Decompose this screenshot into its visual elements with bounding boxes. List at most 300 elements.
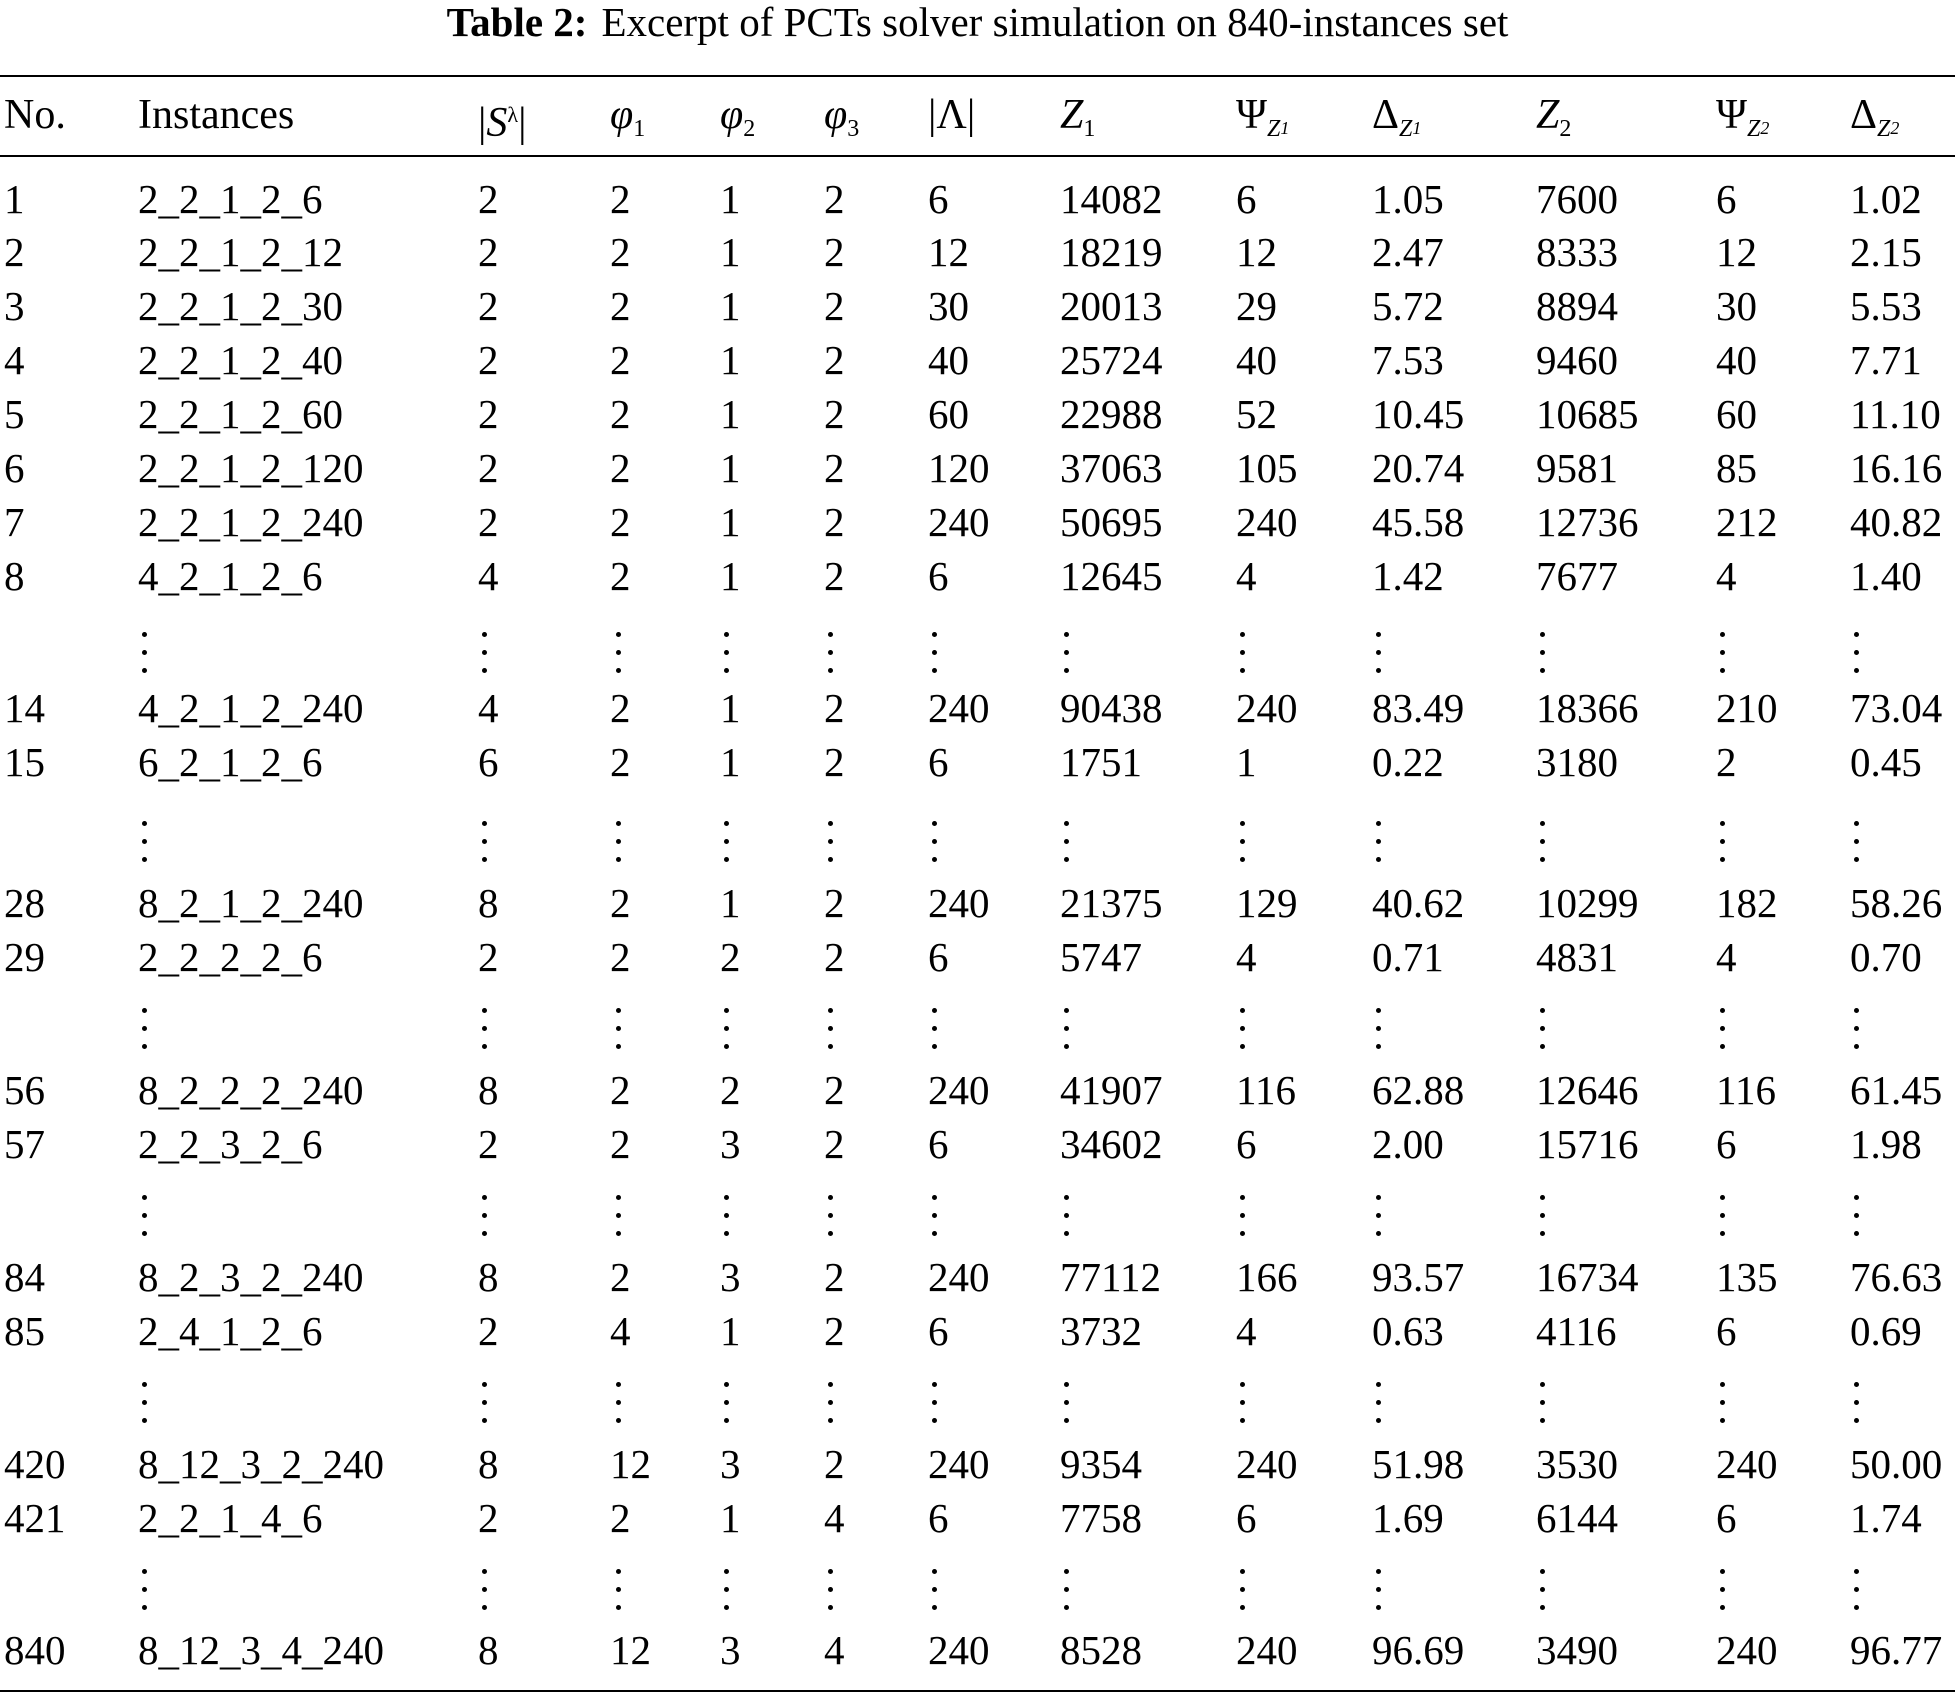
vertical-ellipsis-icon [932, 1191, 940, 1243]
vertical-ellipsis-icon [932, 1378, 940, 1430]
table-row [0, 1491, 1955, 1545]
vertical-ellipsis-icon [828, 1191, 836, 1243]
table-cell: 2 [610, 1495, 631, 1541]
vertical-ellipsis-icon [142, 817, 150, 869]
vertical-ellipsis-icon [1064, 817, 1072, 869]
table-cell: 210 [1716, 685, 1778, 731]
table-row [0, 930, 1955, 984]
table-cell: 2_4_1_2_6 [138, 1308, 323, 1354]
table-cell: 2 [824, 283, 845, 329]
vertical-ellipsis-icon [1540, 1378, 1548, 1430]
table-cell: 84 [4, 1254, 45, 1300]
header-delta-z1: $\Delta_Z1$ [1372, 92, 1422, 142]
table-cell: 6 [1716, 176, 1737, 222]
table-cell: 3 [4, 283, 25, 329]
table-cell: 6 [478, 739, 499, 785]
table-cell: 2_2_1_2_120 [138, 445, 364, 491]
vertical-ellipsis-icon [1540, 817, 1548, 869]
table-cell: 2_2_1_2_40 [138, 337, 343, 383]
ellipsis-row [0, 1378, 1955, 1430]
vertical-ellipsis-icon [142, 1004, 150, 1056]
table-row [0, 333, 1955, 387]
table-cell: 2 [824, 229, 845, 275]
table-caption-text: Excerpt of PCTs solver simulation on 840-instances set [601, 0, 1509, 45]
table-cell: 3 [720, 1121, 741, 1167]
table-cell: 420 [4, 1441, 66, 1487]
table-cell: 5.53 [1850, 283, 1922, 329]
table-cell: 1.02 [1850, 176, 1922, 222]
vertical-ellipsis-icon [1376, 817, 1384, 869]
header-s-lambda: $|S^\lambda|$ [478, 100, 527, 146]
table-cell: 240 [1236, 499, 1298, 545]
table-cell: 20013 [1060, 283, 1163, 329]
table-cell: 4 [478, 553, 499, 599]
table-cell: 3 [720, 1627, 741, 1673]
table-cell: 6 [928, 1121, 949, 1167]
vertical-ellipsis-icon [616, 628, 624, 680]
vertical-ellipsis-icon [1854, 628, 1862, 680]
table-cell: 85 [1716, 445, 1757, 491]
table-cell: 6 [928, 934, 949, 980]
header-lambda: |Λ| [928, 92, 976, 138]
table-cell: 2 [824, 880, 845, 926]
table-cell: 0.45 [1850, 739, 1922, 785]
vertical-ellipsis-icon [1854, 817, 1862, 869]
vertical-ellipsis-icon [616, 1565, 624, 1617]
table-cell: 2 [478, 499, 499, 545]
vertical-ellipsis-icon [1064, 1378, 1072, 1430]
table-cell: 4 [824, 1627, 845, 1673]
header-phi1: $\varphi_1$ [610, 92, 646, 142]
vertical-ellipsis-icon [1240, 1191, 1248, 1243]
vertical-ellipsis-icon [1720, 628, 1728, 680]
table-cell: 1 [720, 685, 741, 731]
table-cell: 58.26 [1850, 880, 1943, 926]
vertical-ellipsis-icon [616, 1191, 624, 1243]
table-cell: 6 [1236, 1121, 1257, 1167]
table-cell: 2 [478, 934, 499, 980]
header-phi3: $\varphi_3$ [824, 92, 860, 142]
table-row [0, 1117, 1955, 1171]
table-cell: 1.69 [1372, 1495, 1444, 1541]
table-cell: 0.70 [1850, 934, 1922, 980]
vertical-ellipsis-icon [482, 1004, 490, 1056]
table-cell: 240 [1236, 1627, 1298, 1673]
table-cell: 2_2_3_2_6 [138, 1121, 323, 1167]
table-cell: 8_12_3_2_240 [138, 1441, 384, 1487]
vertical-ellipsis-icon [724, 817, 732, 869]
header-z1: $Z_1$ [1060, 92, 1096, 142]
table-cell: 3 [720, 1254, 741, 1300]
table-cell: 93.57 [1372, 1254, 1465, 1300]
vertical-ellipsis-icon [828, 628, 836, 680]
table-cell: 2 [478, 1121, 499, 1167]
table-cell: 1 [720, 553, 741, 599]
table-row [0, 441, 1955, 495]
table-cell: 240 [1236, 685, 1298, 731]
vertical-ellipsis-icon [1720, 1004, 1728, 1056]
vertical-ellipsis-icon [1064, 1191, 1072, 1243]
table-cell: 2 [610, 283, 631, 329]
table-cell: 240 [928, 1254, 990, 1300]
vertical-ellipsis-icon [932, 1565, 940, 1617]
vertical-ellipsis-icon [828, 1565, 836, 1617]
table-cell: 2 [478, 176, 499, 222]
table-cell: 2 [824, 1308, 845, 1354]
table-cell: 8 [478, 1441, 499, 1487]
table-cell: 6 [1716, 1121, 1737, 1167]
table-cell: 30 [1716, 283, 1757, 329]
table-row [0, 1437, 1955, 1491]
ellipsis-row [0, 817, 1955, 869]
vertical-ellipsis-icon [1240, 628, 1248, 680]
table-cell: 840 [4, 1627, 66, 1673]
table-cell: 1.05 [1372, 176, 1444, 222]
vertical-ellipsis-icon [724, 628, 732, 680]
table-cell: 4 [478, 685, 499, 731]
table-row [0, 1250, 1955, 1304]
header-psi-z1: $\Psi_Z1$ [1236, 92, 1290, 142]
header-psi-z2: $\Psi_Z2$ [1716, 92, 1770, 142]
table-cell: 2 [610, 553, 631, 599]
table-row [0, 172, 1955, 226]
header-no: No. [4, 92, 66, 138]
table-cell: 10685 [1536, 391, 1639, 437]
table-cell: 40.82 [1850, 499, 1943, 545]
vertical-ellipsis-icon [724, 1191, 732, 1243]
table-cell: 2_2_1_2_6 [138, 176, 323, 222]
table-cell: 1 [720, 283, 741, 329]
vertical-ellipsis-icon [1376, 1378, 1384, 1430]
table-cell: 8_12_3_4_240 [138, 1627, 384, 1673]
table-cell: 9460 [1536, 337, 1618, 383]
table-cell: 12 [928, 229, 969, 275]
table-cell: 6_2_1_2_6 [138, 739, 323, 785]
table-cell: 1 [720, 880, 741, 926]
table-cell: 4_2_1_2_240 [138, 685, 364, 731]
table-cell: 25724 [1060, 337, 1163, 383]
table-caption-label: Table 2: [446, 0, 588, 45]
ellipsis-row [0, 1565, 1955, 1617]
vertical-ellipsis-icon [616, 1004, 624, 1056]
table-cell: 240 [1236, 1441, 1298, 1487]
table-cell: 182 [1716, 880, 1778, 926]
table-cell: 11.10 [1850, 391, 1941, 437]
vertical-ellipsis-icon [724, 1565, 732, 1617]
table-cell: 50695 [1060, 499, 1163, 545]
vertical-ellipsis-icon [482, 817, 490, 869]
table-cell: 5.72 [1372, 283, 1444, 329]
table-cell: 45.58 [1372, 499, 1465, 545]
table-cell: 6 [1236, 176, 1257, 222]
table-cell: 6 [928, 739, 949, 785]
table-cell: 240 [1716, 1627, 1778, 1673]
table-cell: 2 [824, 553, 845, 599]
table-cell: 120 [928, 445, 990, 491]
vertical-ellipsis-icon [142, 1378, 150, 1430]
table-cell: 240 [928, 880, 990, 926]
table-cell: 50.00 [1850, 1441, 1943, 1487]
table-cell: 83.49 [1372, 685, 1465, 731]
table-cell: 2 [824, 499, 845, 545]
table-cell: 1 [720, 176, 741, 222]
table-cell: 105 [1236, 445, 1298, 491]
table-cell: 6 [928, 553, 949, 599]
table-row [0, 735, 1955, 789]
vertical-ellipsis-icon [1720, 1191, 1728, 1243]
table-cell: 2 [824, 739, 845, 785]
table-cell: 166 [1236, 1254, 1298, 1300]
vertical-ellipsis-icon [1720, 1378, 1728, 1430]
table-cell: 3490 [1536, 1627, 1618, 1673]
table-row [0, 387, 1955, 441]
table-cell: 14 [4, 685, 45, 731]
vertical-ellipsis-icon [1540, 1004, 1548, 1056]
table-cell: 28 [4, 880, 45, 926]
table-cell: 52 [1236, 391, 1277, 437]
vertical-ellipsis-icon [1064, 1004, 1072, 1056]
table-caption [0, 0, 1955, 62]
table-header-rule [0, 155, 1955, 157]
table-cell: 61.45 [1850, 1067, 1943, 1113]
table-cell: 4 [4, 337, 25, 383]
table-cell: 5747 [1060, 934, 1142, 980]
table-row [0, 1623, 1955, 1677]
table-cell: 77112 [1060, 1254, 1161, 1300]
table-cell: 62.88 [1372, 1067, 1465, 1113]
table-row [0, 1063, 1955, 1117]
table-cell: 1 [720, 337, 741, 383]
vertical-ellipsis-icon [482, 628, 490, 680]
table-cell: 3180 [1536, 739, 1618, 785]
table-cell: 2_2_1_4_6 [138, 1495, 323, 1541]
table-cell: 0.63 [1372, 1308, 1444, 1354]
table-cell: 12 [1236, 229, 1277, 275]
vertical-ellipsis-icon [724, 1378, 732, 1430]
table-cell: 30 [928, 283, 969, 329]
table-cell: 6 [4, 445, 25, 491]
table-cell: 1.74 [1850, 1495, 1922, 1541]
vertical-ellipsis-icon [1720, 817, 1728, 869]
table-cell: 12736 [1536, 499, 1639, 545]
vertical-ellipsis-icon [1854, 1378, 1862, 1430]
table-cell: 2 [824, 337, 845, 383]
table-cell: 8894 [1536, 283, 1618, 329]
table-cell: 2 [824, 1067, 845, 1113]
table-cell: 1 [720, 391, 741, 437]
table-cell: 4 [1236, 1308, 1257, 1354]
table-cell: 2 [610, 337, 631, 383]
table-cell: 240 [928, 1627, 990, 1673]
vertical-ellipsis-icon [1064, 1565, 1072, 1617]
table-cell: 6144 [1536, 1495, 1618, 1541]
vertical-ellipsis-icon [1540, 1191, 1548, 1243]
table-cell: 2 [610, 391, 631, 437]
table-cell: 2.00 [1372, 1121, 1444, 1167]
ellipsis-row [0, 1191, 1955, 1243]
table-cell: 1 [720, 1308, 741, 1354]
vertical-ellipsis-icon [932, 817, 940, 869]
table-cell: 1 [720, 1495, 741, 1541]
table-cell: 2 [720, 1067, 741, 1113]
table-cell: 1.42 [1372, 553, 1444, 599]
table-cell: 2 [824, 1121, 845, 1167]
table-cell: 2 [824, 685, 845, 731]
table-bottom-rule [0, 1690, 1955, 1692]
table-cell: 2 [478, 445, 499, 491]
table-cell: 2 [478, 391, 499, 437]
table-cell: 2_2_1_2_240 [138, 499, 364, 545]
vertical-ellipsis-icon [1720, 1565, 1728, 1617]
table-cell: 116 [1236, 1067, 1296, 1113]
table-cell: 116 [1716, 1067, 1776, 1113]
header-delta-z2: $\Delta_Z2$ [1850, 92, 1900, 142]
table-cell: 21375 [1060, 880, 1163, 926]
vertical-ellipsis-icon [932, 628, 940, 680]
table-cell: 14082 [1060, 176, 1163, 222]
table-cell: 2 [478, 229, 499, 275]
table-cell: 7677 [1536, 553, 1618, 599]
table-cell: 8333 [1536, 229, 1618, 275]
table-cell: 85 [4, 1308, 45, 1354]
table-row [0, 279, 1955, 333]
vertical-ellipsis-icon [1376, 1565, 1384, 1617]
table-cell: 9581 [1536, 445, 1618, 491]
table-cell: 1.40 [1850, 553, 1922, 599]
table-cell: 1 [720, 445, 741, 491]
table-cell: 40.62 [1372, 880, 1465, 926]
table-cell: 16734 [1536, 1254, 1639, 1300]
vertical-ellipsis-icon [1540, 1565, 1548, 1617]
table-cell: 0.71 [1372, 934, 1444, 980]
table-cell: 2_2_2_2_6 [138, 934, 323, 980]
table-cell: 4 [1716, 934, 1737, 980]
table-cell: 3530 [1536, 1441, 1618, 1487]
vertical-ellipsis-icon [1064, 628, 1072, 680]
table-cell: 8_2_1_2_240 [138, 880, 364, 926]
table-cell: 90438 [1060, 685, 1163, 731]
vertical-ellipsis-icon [616, 1378, 624, 1430]
table-cell: 2 [610, 176, 631, 222]
table-cell: 240 [928, 1441, 990, 1487]
table-cell: 6 [1236, 1495, 1257, 1541]
table-cell: 129 [1236, 880, 1298, 926]
table-cell: 73.04 [1850, 685, 1943, 731]
table-cell: 29 [1236, 283, 1277, 329]
table-cell: 1 [720, 739, 741, 785]
table-cell: 18366 [1536, 685, 1639, 731]
table-cell: 4_2_1_2_6 [138, 553, 323, 599]
table-cell: 8_2_3_2_240 [138, 1254, 364, 1300]
vertical-ellipsis-icon [932, 1004, 940, 1056]
header-z2: $Z_2$ [1536, 92, 1572, 142]
table-cell: 8_2_2_2_240 [138, 1067, 364, 1113]
table-cell: 2 [610, 739, 631, 785]
table-cell: 60 [928, 391, 969, 437]
table-cell: 4 [610, 1308, 631, 1354]
table-cell: 5 [4, 391, 25, 437]
table-header-row [0, 80, 1955, 150]
vertical-ellipsis-icon [1240, 1378, 1248, 1430]
table-cell: 7.71 [1850, 337, 1922, 383]
table-cell: 2 [824, 1441, 845, 1487]
table-cell: 2_2_1_2_60 [138, 391, 343, 437]
table-row [0, 876, 1955, 930]
table-cell: 4116 [1536, 1308, 1617, 1354]
table-cell: 240 [928, 499, 990, 545]
table-cell: 2_2_1_2_30 [138, 283, 343, 329]
table-cell: 240 [928, 1067, 990, 1113]
table-cell: 2 [610, 229, 631, 275]
table-cell: 8 [478, 880, 499, 926]
vertical-ellipsis-icon [1854, 1004, 1862, 1056]
table-cell: 2.47 [1372, 229, 1444, 275]
vertical-ellipsis-icon [828, 1004, 836, 1056]
vertical-ellipsis-icon [1540, 628, 1548, 680]
table-cell: 7600 [1536, 176, 1618, 222]
table-cell: 29 [4, 934, 45, 980]
table-cell: 8528 [1060, 1627, 1142, 1673]
table-cell: 6 [1716, 1495, 1737, 1541]
header-instances: Instances [138, 92, 295, 138]
table-cell: 2 [824, 176, 845, 222]
table-cell: 4 [824, 1495, 845, 1541]
table-cell: 7 [4, 499, 25, 545]
table-top-rule [0, 75, 1955, 77]
table-cell: 2 [824, 1254, 845, 1300]
vertical-ellipsis-icon [1854, 1191, 1862, 1243]
table-cell: 40 [928, 337, 969, 383]
table-cell: 2 [610, 1067, 631, 1113]
vertical-ellipsis-icon [1240, 1565, 1248, 1617]
table-cell: 2 [478, 1495, 499, 1541]
vertical-ellipsis-icon [616, 817, 624, 869]
table-cell: 2 [478, 1308, 499, 1354]
table-cell: 240 [928, 685, 990, 731]
table-cell: 2 [478, 283, 499, 329]
vertical-ellipsis-icon [828, 1378, 836, 1430]
table-cell: 12645 [1060, 553, 1163, 599]
vertical-ellipsis-icon [142, 1191, 150, 1243]
vertical-ellipsis-icon [1376, 628, 1384, 680]
table-cell: 15 [4, 739, 45, 785]
table-row [0, 495, 1955, 549]
vertical-ellipsis-icon [482, 1191, 490, 1243]
table-cell: 4831 [1536, 934, 1618, 980]
table-cell: 240 [1716, 1441, 1778, 1487]
table-cell: 1751 [1060, 739, 1142, 785]
table-cell: 51.98 [1372, 1441, 1465, 1487]
table-cell: 4 [1716, 553, 1737, 599]
table-cell: 15716 [1536, 1121, 1639, 1167]
table-cell: 2 [610, 934, 631, 980]
table-cell: 1 [720, 499, 741, 545]
table-row [0, 681, 1955, 735]
table-cell: 2 [610, 1254, 631, 1300]
table-cell: 56 [4, 1067, 45, 1113]
table-cell: 40 [1716, 337, 1757, 383]
table-cell: 4 [1236, 934, 1257, 980]
vertical-ellipsis-icon [1240, 1004, 1248, 1056]
vertical-ellipsis-icon [724, 1004, 732, 1056]
table-cell: 96.69 [1372, 1627, 1465, 1673]
table-cell: 10.45 [1372, 391, 1465, 437]
table-cell: 135 [1716, 1254, 1778, 1300]
table-cell: 1.98 [1850, 1121, 1922, 1167]
table-cell: 0.22 [1372, 739, 1444, 785]
table-cell: 20.74 [1372, 445, 1465, 491]
table-cell: 2 [610, 499, 631, 545]
